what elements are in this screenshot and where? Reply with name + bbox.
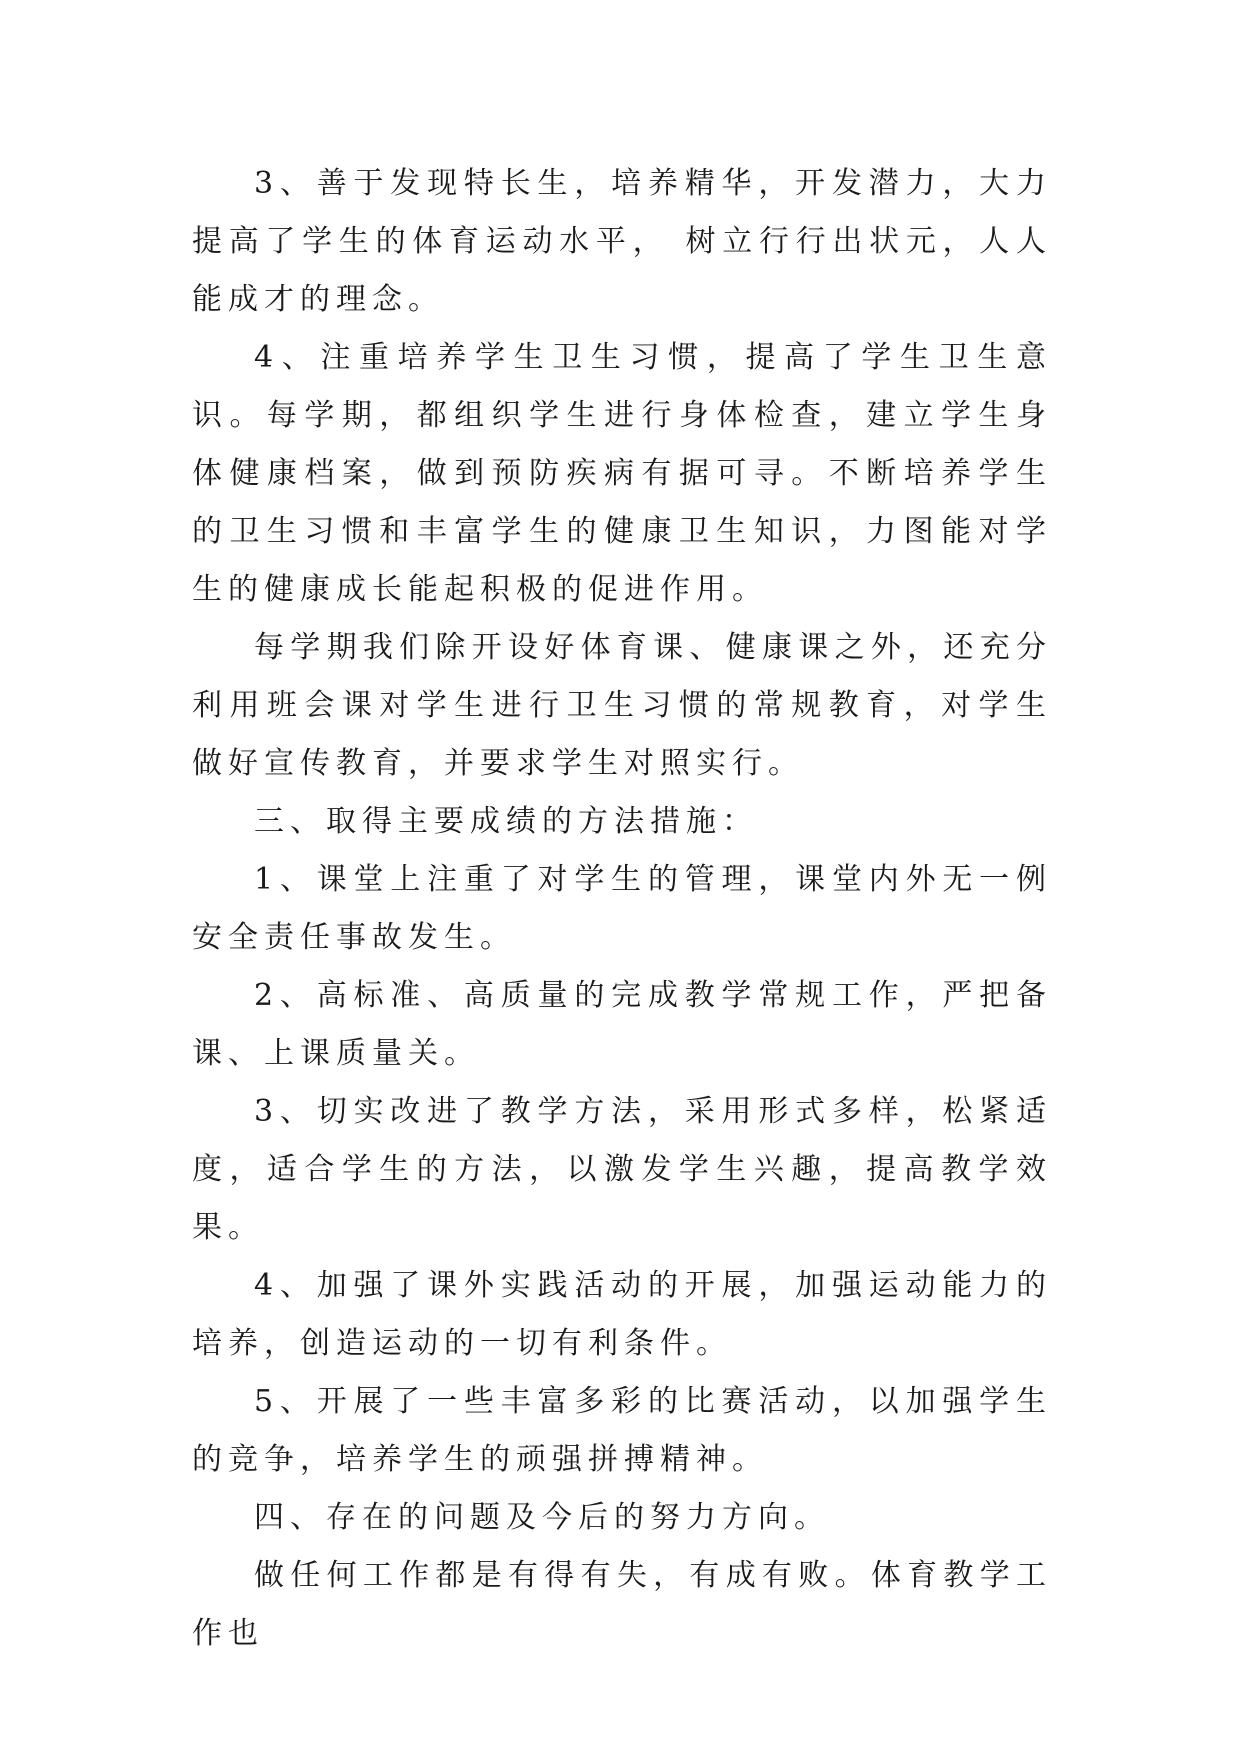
paragraph-item-4-hygiene: 4、注重培养学生卫生习惯，提高了学生卫生意识。每学期，都组织学生进行身体检查，建立学生身体健康档案，做到预防疾病有据可寻。不断培养学生的卫生习惯和丰富学生的健康卫生知识，力图能对学生的健康成长能起积极的促进作用。 xyxy=(192,340,1052,607)
paragraph-method-2: 2、高标准、高质量的完成教学常规工作，严把备课、上课质量关。 xyxy=(192,978,1052,1071)
section-heading-problems: 四、存在的问题及今后的努力方向。 xyxy=(254,1500,830,1535)
paragraph-method-1: 1、课堂上注重了对学生的管理，课堂内外无一例安全责任事故发生。 xyxy=(192,862,1052,955)
paragraph-health-education: 每学期我们除开设好体育课、健康课之外，还充分利用班会课对学生进行卫生习惯的常规教育，对学生做好宣传教育，并要求学生对照实行。 xyxy=(192,630,1052,781)
section-heading-methods: 三、取得主要成绩的方法措施： xyxy=(254,804,758,839)
paragraph-method-4: 4、加强了课外实践活动的开展，加强运动能力的培养，创造运动的一切有利条件。 xyxy=(192,1268,1052,1361)
paragraph-method-5: 5、开展了一些丰富多彩的比赛活动，以加强学生的竞争，培养学生的顽强拼搏精神。 xyxy=(192,1384,1052,1477)
paragraph-item-3-talent: 3、善于发现特长生，培养精华，开发潜力，大力提高了学生的体育运动水平， 树立行行出状元，人人能成才的理念。 xyxy=(192,166,1052,317)
paragraph-problems-intro: 做任何工作都是有得有失，有成有败。体育教学工作也 xyxy=(192,1558,1052,1651)
document-body xyxy=(192,155,1052,1663)
paragraph-method-3: 3、切实改进了教学方法，采用形式多样，松紧适度，适合学生的方法，以激发学生兴趣，提高教学效果。 xyxy=(192,1094,1052,1245)
